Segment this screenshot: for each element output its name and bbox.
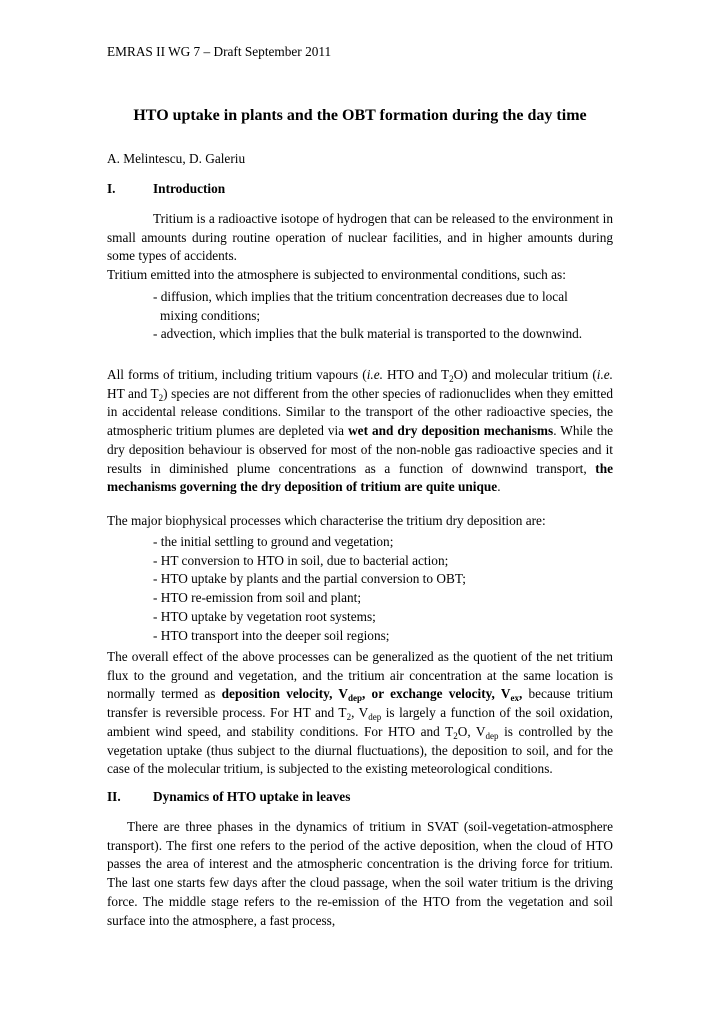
text-run: All forms of tritium, including tritium vapours (: [107, 367, 367, 382]
subscript: dep: [347, 693, 362, 704]
authors: A. Melintescu, D. Galeriu: [107, 151, 246, 166]
text-run: The overall effect of the above processes can be generalized as the quotient of the net tritium flux to the ground and vegetation, and the tritium air concentration at the same location is normally termed as: [107, 649, 613, 702]
section-number: I.: [107, 181, 116, 196]
paragraph: There are three phases in the dynamics of tritium in SVAT (soil-vegetation-atmosphere transport). The first one refers to the period of the active deposition, when the cloud of HTO passes the area of interest and the atmospheric concentration is the driving force for tritium. The last one starts few days after the cloud passage, when the soil water tritium is the driving force. The middle stage refers to the re-emission of the HTO from the vegetation and soil surface into the atmosphere, a fast process,: [107, 819, 613, 928]
list-item: - HTO uptake by plants and the partial conversion to OBT;: [153, 571, 466, 587]
text-run: is controlled by the vegetation uptake (thus subject to the diurnal fluctuations), the deposition to soil, and for the case of the molecular tritium, is subjected to the existing meteorological conditions.: [107, 723, 613, 777]
subscript: 2: [158, 392, 164, 403]
paragraph: [107, 648, 613, 779]
paragraph: [107, 366, 613, 497]
subscript: 2: [449, 374, 454, 384]
subscript: dep: [485, 730, 499, 741]
bold-text: , or exchange velocity, V: [362, 686, 511, 702]
subscript: 2: [453, 730, 458, 741]
bold-text: wet and dry deposition mechanisms: [348, 423, 554, 439]
bold-text: ,: [518, 686, 523, 702]
text-run: is largely a function of the soil oxidation, ambient wind speed, and stability conditions. For HTO and T: [107, 705, 614, 739]
document-title: HTO uptake in plants and the OBT formation during the day time: [133, 107, 587, 124]
text-run: , V: [351, 705, 369, 721]
text-run: because tritium transfer is reversible process. For HT and T: [107, 686, 613, 721]
italic-text: i.e.: [596, 367, 614, 382]
bold-text: deposition velocity, V: [221, 686, 348, 702]
section-title: Introduction: [153, 181, 226, 196]
list-item: - HTO transport into the deeper soil regions;: [153, 627, 390, 643]
section-heading-introduction: [107, 181, 225, 197]
text-run: .: [497, 479, 501, 495]
bullet-list: [153, 288, 613, 344]
list-item: - HT conversion to HTO in soil, due to bacterial action;: [153, 552, 449, 568]
text-run: . While the dry deposition behaviour is observed for most of the non-noble gas radioactive species and it results in diminished plume concentrations as a function of downwind transport,: [107, 423, 613, 476]
bullet-list: [153, 533, 613, 645]
italic-text: i.e.: [366, 367, 383, 382]
text-run: HTO and T: [382, 367, 450, 382]
section-heading-dynamics: [107, 789, 350, 805]
list-item: mixing conditions;: [160, 307, 261, 323]
running-header: EMRAS II WG 7 – Draft September 2011: [107, 44, 332, 59]
list-item: - HTO re-emission from soil and plant;: [153, 590, 362, 606]
paragraph: Tritium is a radioactive isotope of hydrogen that can be released to the environment in small amounts during routine operation of nuclear facilities, and in higher amounts during some types of accidents.: [107, 211, 613, 264]
bold-text: the mechanisms governing the dry deposition of tritium are quite unique: [107, 460, 613, 495]
subscript: 2: [346, 712, 352, 723]
list-item: - diffusion, which implies that the tritium concentration decreases due to local: [153, 289, 568, 304]
text-run: O, V: [457, 723, 486, 739]
text-run: ) species are not different from the other species of radionuclides when they emitted in accidental release conditions. Similar to the transport of the other radioactive species, the atmospheric tritium plumes are depleted via: [107, 385, 613, 439]
paragraph: Tritium emitted into the atmosphere is subjected to environmental conditions, such as:: [107, 267, 566, 282]
section-number: II.: [107, 789, 121, 804]
list-item: - advection, which implies that the bulk material is transported to the downwind.: [153, 326, 583, 342]
paragraph: The major biophysical processes which characterise the tritium dry deposition are:: [107, 513, 546, 528]
subscript: dep: [368, 712, 382, 723]
list-item: - HTO uptake by vegetation root systems;: [153, 608, 376, 624]
list-item: - the initial settling to ground and vegetation;: [153, 534, 394, 549]
section-title: Dynamics of HTO uptake in leaves: [153, 789, 351, 804]
subscript: ex: [510, 693, 519, 704]
text-run: O) and molecular tritium (: [453, 367, 597, 382]
text-run: HT and T: [107, 385, 159, 401]
